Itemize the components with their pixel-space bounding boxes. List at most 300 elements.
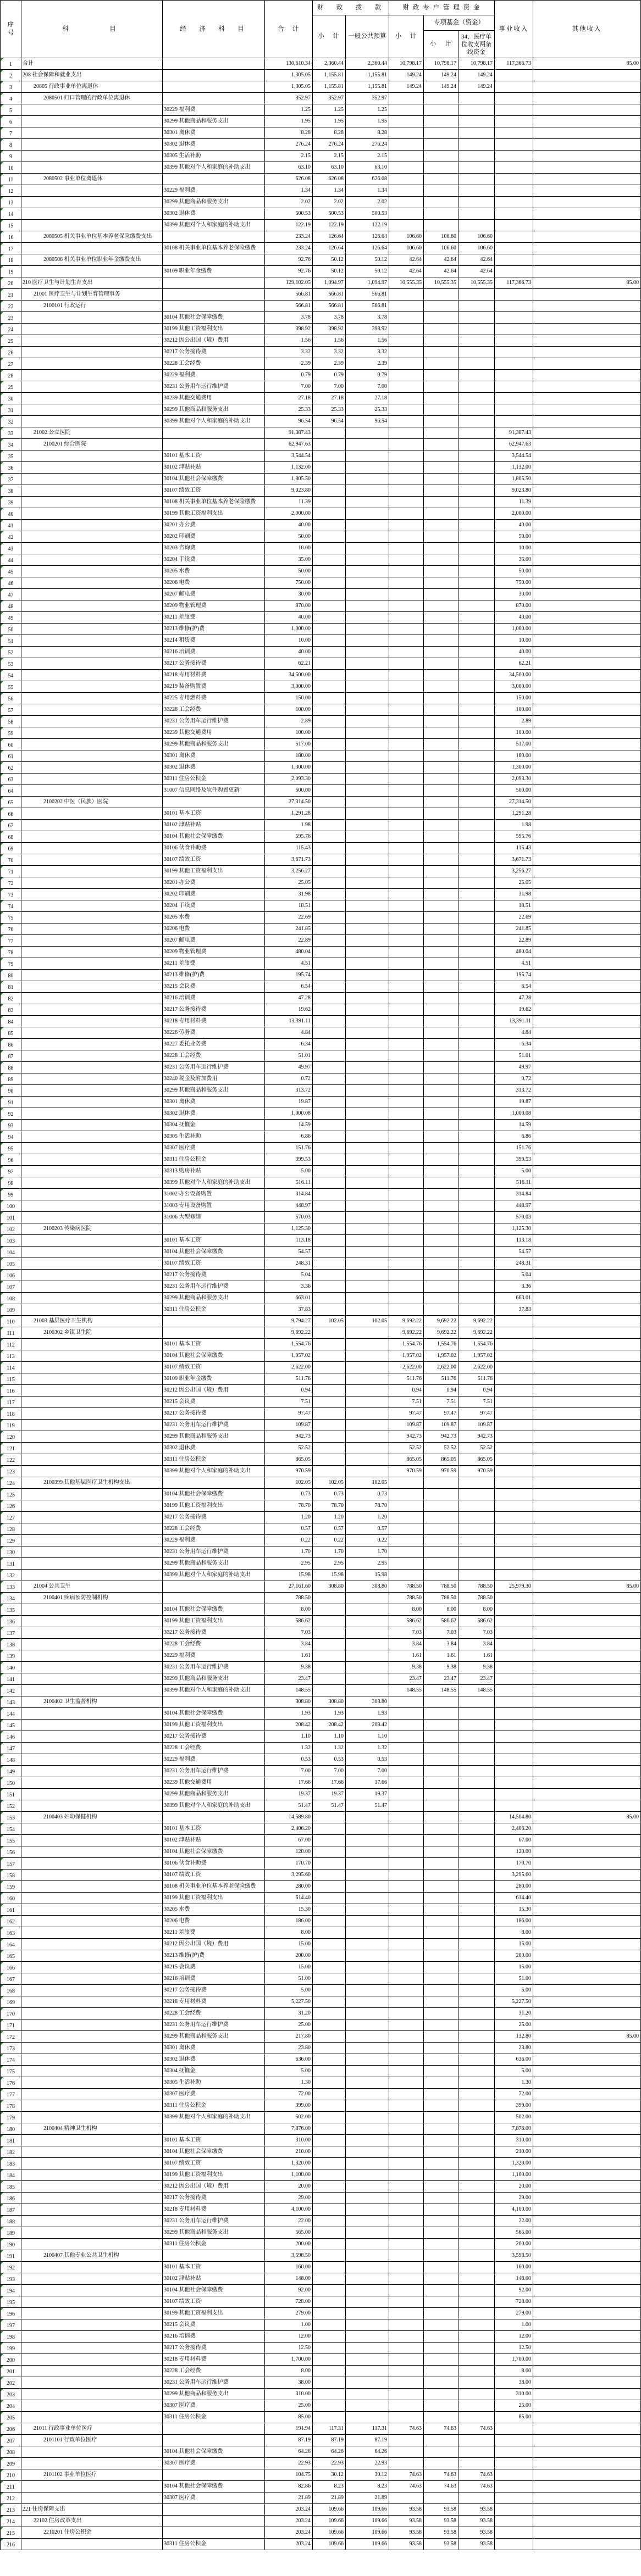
general-public-budget-cell[interactable] — [346, 543, 389, 554]
fiscal-subtotal-cell[interactable] — [313, 958, 346, 970]
fiscal-subtotal-cell[interactable] — [313, 2377, 346, 2389]
total-cell[interactable]: 1,305.05 — [265, 70, 313, 81]
general-public-budget-cell[interactable]: 3.78 — [346, 312, 389, 324]
economic-subject-cell[interactable]: 30399 其他对个人和家庭的补助支出 — [163, 220, 265, 231]
other-income-cell[interactable] — [533, 208, 641, 220]
fiscal-account-subtotal-cell[interactable]: 1.61 — [389, 1650, 424, 1662]
medical-two-line-fund-cell[interactable] — [458, 2366, 495, 2377]
general-public-budget-cell[interactable] — [346, 1685, 389, 1696]
general-public-budget-cell[interactable] — [346, 866, 389, 877]
row-number-cell[interactable] — [1, 1650, 21, 1662]
economic-subject-cell[interactable]: 30206 电费 — [163, 923, 265, 935]
medical-two-line-fund-cell[interactable] — [458, 1281, 495, 1293]
row-number-cell[interactable] — [1, 2377, 21, 2389]
general-public-budget-cell[interactable] — [346, 2377, 389, 2389]
row-number-cell[interactable] — [1, 993, 21, 1004]
row-number-cell[interactable] — [1, 1443, 21, 1454]
other-income-cell[interactable] — [533, 2516, 641, 2527]
fiscal-account-subtotal-cell[interactable] — [389, 958, 424, 970]
medical-two-line-fund-cell[interactable]: 9,692.22 — [458, 1316, 495, 1327]
row-number-cell[interactable] — [1, 370, 21, 381]
fiscal-subtotal-cell[interactable] — [313, 981, 346, 993]
special-fund-subtotal-cell[interactable] — [424, 2250, 458, 2262]
general-public-budget-cell[interactable] — [346, 947, 389, 958]
special-fund-subtotal-cell[interactable] — [424, 2366, 458, 2377]
general-public-budget-cell[interactable]: 15.98 — [346, 1570, 389, 1581]
row-number-cell[interactable] — [1, 900, 21, 912]
business-income-cell[interactable] — [495, 116, 533, 127]
medical-two-line-fund-cell[interactable] — [458, 1939, 495, 1950]
general-public-budget-cell[interactable] — [346, 2354, 389, 2366]
total-cell[interactable]: 12.50 — [265, 2343, 313, 2354]
row-number-cell[interactable] — [1, 1039, 21, 1050]
general-public-budget-cell[interactable] — [346, 635, 389, 647]
fiscal-account-subtotal-cell[interactable] — [389, 174, 424, 185]
fiscal-account-subtotal-cell[interactable]: 10,798.17 — [389, 58, 424, 70]
special-fund-subtotal-cell[interactable] — [424, 1293, 458, 1304]
row-number-cell[interactable] — [1, 727, 21, 739]
other-income-cell[interactable] — [533, 2319, 641, 2331]
header-fiscal-subtotal[interactable]: 小 计 — [313, 15, 346, 58]
general-public-budget-cell[interactable] — [346, 1927, 389, 1939]
total-cell[interactable]: 15.00 — [265, 1939, 313, 1950]
other-income-cell[interactable] — [533, 1477, 641, 1489]
economic-subject-cell[interactable]: 30104 其他社会保障缴费 — [163, 1247, 265, 1258]
medical-two-line-fund-cell[interactable] — [458, 2412, 495, 2423]
business-income-cell[interactable]: 50.00 — [495, 566, 533, 577]
business-income-cell[interactable]: 516.11 — [495, 1177, 533, 1189]
medical-two-line-fund-cell[interactable] — [458, 1039, 495, 1050]
subject-cell[interactable] — [21, 2169, 163, 2181]
other-income-cell[interactable]: 85.00 — [533, 1581, 641, 1593]
subject-cell[interactable] — [21, 935, 163, 947]
general-public-budget-cell[interactable] — [346, 1985, 389, 1996]
fiscal-subtotal-cell[interactable] — [313, 808, 346, 820]
total-cell[interactable]: 22.00 — [265, 2216, 313, 2227]
other-income-cell[interactable] — [533, 1916, 641, 1927]
fiscal-subtotal-cell[interactable] — [313, 797, 346, 808]
other-income-cell[interactable] — [533, 1950, 641, 1962]
general-public-budget-cell[interactable] — [346, 785, 389, 797]
general-public-budget-cell[interactable]: 0.57 — [346, 1523, 389, 1535]
economic-subject-cell[interactable]: 30217 公务接待费 — [163, 2343, 265, 2354]
economic-subject-cell[interactable]: 30304 抚恤金 — [163, 1120, 265, 1131]
subject-cell[interactable] — [21, 335, 163, 347]
other-income-cell[interactable] — [533, 1835, 641, 1846]
fiscal-account-subtotal-cell[interactable]: 23.47 — [389, 1673, 424, 1685]
economic-subject-cell[interactable]: 30212 因公出国（境）费用 — [163, 1939, 265, 1950]
total-cell[interactable]: 750.00 — [265, 577, 313, 589]
subject-cell[interactable] — [21, 785, 163, 797]
subject-cell[interactable] — [21, 750, 163, 762]
general-public-budget-cell[interactable]: 109.66 — [346, 2504, 389, 2516]
fiscal-subtotal-cell[interactable]: 63.10 — [313, 162, 346, 174]
fiscal-account-subtotal-cell[interactable] — [389, 1143, 424, 1154]
total-cell[interactable]: 8.00 — [265, 2366, 313, 2377]
business-income-cell[interactable]: 31.98 — [495, 889, 533, 900]
other-income-cell[interactable] — [533, 704, 641, 716]
business-income-cell[interactable]: 1,700.00 — [495, 2354, 533, 2366]
economic-subject-cell[interactable]: 30199 其他工资福利支出 — [163, 866, 265, 877]
fiscal-subtotal-cell[interactable] — [313, 1154, 346, 1166]
other-income-cell[interactable] — [533, 831, 641, 843]
row-number-cell[interactable] — [1, 889, 21, 900]
business-income-cell[interactable]: 480.04 — [495, 947, 533, 958]
total-cell[interactable]: 92.76 — [265, 254, 313, 266]
medical-two-line-fund-cell[interactable] — [458, 2319, 495, 2331]
special-fund-subtotal-cell[interactable] — [424, 2169, 458, 2181]
total-cell[interactable]: 11.39 — [265, 497, 313, 508]
subject-cell[interactable]: 208 社会保障和就业支出 — [21, 70, 163, 81]
other-income-cell[interactable] — [533, 2308, 641, 2319]
general-public-budget-cell[interactable] — [346, 1996, 389, 2008]
total-cell[interactable]: 100.00 — [265, 727, 313, 739]
general-public-budget-cell[interactable] — [346, 1881, 389, 1893]
medical-two-line-fund-cell[interactable] — [458, 2354, 495, 2366]
other-income-cell[interactable] — [533, 1293, 641, 1304]
economic-subject-cell[interactable]: 30299 其他商品和服务支出 — [163, 1789, 265, 1800]
general-public-budget-cell[interactable]: 1.10 — [346, 1731, 389, 1743]
economic-subject-cell[interactable]: 30302 退休费 — [163, 762, 265, 774]
row-number-cell[interactable] — [1, 58, 21, 70]
business-income-cell[interactable] — [495, 1316, 533, 1327]
fiscal-subtotal-cell[interactable] — [313, 1662, 346, 1673]
general-public-budget-cell[interactable] — [346, 704, 389, 716]
medical-two-line-fund-cell[interactable] — [458, 485, 495, 497]
medical-two-line-fund-cell[interactable] — [458, 324, 495, 335]
special-fund-subtotal-cell[interactable]: 97.47 — [424, 1408, 458, 1420]
general-public-budget-cell[interactable]: 117.31 — [346, 2423, 389, 2435]
other-income-cell[interactable] — [533, 301, 641, 312]
fiscal-account-subtotal-cell[interactable] — [389, 1304, 424, 1316]
economic-subject-cell[interactable]: 30205 水费 — [163, 912, 265, 923]
medical-two-line-fund-cell[interactable] — [458, 993, 495, 1004]
fiscal-subtotal-cell[interactable] — [313, 1004, 346, 1016]
economic-subject-cell[interactable]: 30299 其他商品和服务支出 — [163, 1431, 265, 1443]
other-income-cell[interactable] — [533, 808, 641, 820]
medical-two-line-fund-cell[interactable] — [458, 2066, 495, 2077]
subject-cell[interactable] — [21, 1200, 163, 1212]
business-income-cell[interactable] — [495, 1443, 533, 1454]
general-public-budget-cell[interactable] — [346, 2343, 389, 2354]
special-fund-subtotal-cell[interactable]: 1.61 — [424, 1650, 458, 1662]
total-cell[interactable]: 5.00 — [265, 1985, 313, 1996]
special-fund-subtotal-cell[interactable] — [424, 808, 458, 820]
economic-subject-cell[interactable]: 30399 其他对个人和家庭的补助支出 — [163, 2112, 265, 2123]
medical-two-line-fund-cell[interactable] — [458, 2135, 495, 2146]
subject-cell[interactable] — [21, 2262, 163, 2273]
subject-cell[interactable] — [21, 866, 163, 877]
general-public-budget-cell[interactable]: 1.34 — [346, 185, 389, 197]
business-income-cell[interactable]: 195.74 — [495, 970, 533, 981]
medical-two-line-fund-cell[interactable] — [458, 2089, 495, 2100]
total-cell[interactable]: 4.51 — [265, 958, 313, 970]
special-fund-subtotal-cell[interactable] — [424, 93, 458, 104]
special-fund-subtotal-cell[interactable]: 1,554.76 — [424, 1339, 458, 1350]
business-income-cell[interactable]: 5.00 — [495, 1985, 533, 1996]
row-number-cell[interactable] — [1, 1731, 21, 1743]
special-fund-subtotal-cell[interactable] — [424, 1996, 458, 2008]
general-public-budget-cell[interactable] — [346, 1939, 389, 1950]
subject-cell[interactable]: 2100403 妇幼保健机构 — [21, 1812, 163, 1823]
row-number-cell[interactable] — [1, 1616, 21, 1627]
total-cell[interactable]: 21.89 — [265, 2492, 313, 2504]
fiscal-subtotal-cell[interactable] — [313, 2100, 346, 2112]
special-fund-subtotal-cell[interactable]: 74.63 — [424, 2481, 458, 2492]
business-income-cell[interactable]: 4.84 — [495, 1027, 533, 1039]
subject-cell[interactable] — [21, 1500, 163, 1512]
header-total[interactable]: 合 计 — [265, 1, 313, 58]
business-income-cell[interactable]: 5,227.50 — [495, 1996, 533, 2008]
fiscal-subtotal-cell[interactable] — [313, 2066, 346, 2077]
fiscal-account-subtotal-cell[interactable] — [389, 358, 424, 370]
special-fund-subtotal-cell[interactable]: 109.87 — [424, 1420, 458, 1431]
special-fund-subtotal-cell[interactable] — [424, 139, 458, 151]
total-cell[interactable]: 102.05 — [265, 1477, 313, 1489]
total-cell[interactable]: 1.10 — [265, 1731, 313, 1743]
fiscal-account-subtotal-cell[interactable] — [389, 900, 424, 912]
medical-two-line-fund-cell[interactable] — [458, 520, 495, 531]
total-cell[interactable]: 50.00 — [265, 566, 313, 577]
economic-subject-cell[interactable]: 30211 差旅费 — [163, 1927, 265, 1939]
economic-subject-cell[interactable]: 30217 公务接待费 — [163, 658, 265, 670]
medical-two-line-fund-cell[interactable] — [458, 2204, 495, 2216]
general-public-budget-cell[interactable]: 352.97 — [346, 93, 389, 104]
medical-two-line-fund-cell[interactable] — [458, 1004, 495, 1016]
economic-subject-cell[interactable] — [163, 174, 265, 185]
general-public-budget-cell[interactable] — [346, 889, 389, 900]
other-income-cell[interactable] — [533, 670, 641, 681]
fiscal-account-subtotal-cell[interactable] — [389, 197, 424, 208]
other-income-cell[interactable] — [533, 2181, 641, 2193]
business-income-cell[interactable]: 870.00 — [495, 600, 533, 612]
fiscal-subtotal-cell[interactable]: 0.22 — [313, 1535, 346, 1546]
fiscal-subtotal-cell[interactable] — [313, 1097, 346, 1108]
fiscal-account-subtotal-cell[interactable] — [389, 1916, 424, 1927]
row-number-cell[interactable] — [1, 197, 21, 208]
total-cell[interactable]: 310.00 — [265, 2135, 313, 2146]
special-fund-subtotal-cell[interactable] — [424, 1870, 458, 1881]
subject-cell[interactable] — [21, 1973, 163, 1985]
special-fund-subtotal-cell[interactable] — [424, 1062, 458, 1073]
general-public-budget-cell[interactable] — [346, 2366, 389, 2377]
general-public-budget-cell[interactable] — [346, 1177, 389, 1189]
fiscal-account-subtotal-cell[interactable] — [389, 2354, 424, 2366]
fiscal-account-subtotal-cell[interactable]: 2,622.00 — [389, 1362, 424, 1373]
fiscal-account-subtotal-cell[interactable] — [389, 1062, 424, 1073]
economic-subject-cell[interactable]: 30299 其他商品和服务支出 — [163, 1293, 265, 1304]
business-income-cell[interactable]: 180.00 — [495, 750, 533, 762]
row-number-cell[interactable] — [1, 497, 21, 508]
total-cell[interactable]: 130,610.34 — [265, 58, 313, 70]
special-fund-subtotal-cell[interactable] — [424, 912, 458, 923]
subject-cell[interactable] — [21, 1189, 163, 1200]
fiscal-account-subtotal-cell[interactable] — [389, 2377, 424, 2389]
economic-subject-cell[interactable]: 30213 维修(护)费 — [163, 1950, 265, 1962]
fiscal-account-subtotal-cell[interactable] — [389, 1570, 424, 1581]
special-fund-subtotal-cell[interactable] — [424, 1696, 458, 1708]
other-income-cell[interactable]: 85.00 — [533, 277, 641, 289]
row-number-cell[interactable] — [1, 1235, 21, 1247]
total-cell[interactable]: 25.00 — [265, 2019, 313, 2031]
medical-two-line-fund-cell[interactable] — [458, 797, 495, 808]
economic-subject-cell[interactable]: 30102 津贴补贴 — [163, 1835, 265, 1846]
general-public-budget-cell[interactable] — [346, 1431, 389, 1443]
total-cell[interactable]: 200.00 — [265, 1950, 313, 1962]
fiscal-subtotal-cell[interactable] — [313, 1281, 346, 1293]
other-income-cell[interactable] — [533, 2123, 641, 2135]
general-public-budget-cell[interactable] — [346, 1858, 389, 1870]
business-income-cell[interactable] — [495, 1431, 533, 1443]
economic-subject-cell[interactable]: 30311 住房公积金 — [163, 2412, 265, 2423]
special-fund-subtotal-cell[interactable]: 42.64 — [424, 266, 458, 277]
total-cell[interactable]: 38.00 — [265, 2377, 313, 2389]
row-number-cell[interactable] — [1, 2066, 21, 2077]
special-fund-subtotal-cell[interactable] — [424, 762, 458, 774]
subject-cell[interactable] — [21, 1650, 163, 1662]
other-income-cell[interactable] — [533, 1431, 641, 1443]
medical-two-line-fund-cell[interactable] — [458, 531, 495, 543]
fiscal-subtotal-cell[interactable]: 27.18 — [313, 393, 346, 404]
business-income-cell[interactable]: 62,947.63 — [495, 439, 533, 450]
subject-cell[interactable]: 合计 — [21, 58, 163, 70]
medical-two-line-fund-cell[interactable] — [458, 589, 495, 600]
medical-two-line-fund-cell[interactable] — [458, 658, 495, 670]
total-cell[interactable]: 1,000.08 — [265, 1108, 313, 1120]
row-number-cell[interactable] — [1, 381, 21, 393]
medical-two-line-fund-cell[interactable] — [458, 162, 495, 174]
other-income-cell[interactable] — [533, 624, 641, 635]
total-cell[interactable]: 54.57 — [265, 1247, 313, 1258]
fiscal-subtotal-cell[interactable] — [313, 1420, 346, 1431]
fiscal-account-subtotal-cell[interactable] — [389, 1512, 424, 1523]
total-cell[interactable]: 3.78 — [265, 312, 313, 324]
general-public-budget-cell[interactable] — [346, 2389, 389, 2400]
economic-subject-cell[interactable]: 30304 抚恤金 — [163, 2066, 265, 2077]
total-cell[interactable]: 203.24 — [265, 2539, 313, 2550]
medical-two-line-fund-cell[interactable] — [458, 1512, 495, 1523]
fiscal-subtotal-cell[interactable]: 1,094.97 — [313, 277, 346, 289]
subject-cell[interactable] — [21, 808, 163, 820]
medical-two-line-fund-cell[interactable] — [458, 1016, 495, 1027]
special-fund-subtotal-cell[interactable] — [424, 1523, 458, 1535]
row-number-cell[interactable] — [1, 1581, 21, 1593]
fiscal-subtotal-cell[interactable] — [313, 1223, 346, 1235]
medical-two-line-fund-cell[interactable] — [458, 1870, 495, 1881]
row-number-cell[interactable] — [1, 762, 21, 774]
fiscal-account-subtotal-cell[interactable] — [389, 1904, 424, 1916]
general-public-budget-cell[interactable]: 102.05 — [346, 1316, 389, 1327]
fiscal-account-subtotal-cell[interactable] — [389, 923, 424, 935]
total-cell[interactable]: 151.76 — [265, 1143, 313, 1154]
row-number-cell[interactable] — [1, 1835, 21, 1846]
general-public-budget-cell[interactable]: 109.66 — [346, 2539, 389, 2550]
subject-cell[interactable] — [21, 1431, 163, 1443]
medical-two-line-fund-cell[interactable] — [458, 947, 495, 958]
special-fund-subtotal-cell[interactable] — [424, 185, 458, 197]
row-number-cell[interactable] — [1, 1385, 21, 1397]
medical-two-line-fund-cell[interactable] — [458, 900, 495, 912]
subject-cell[interactable] — [21, 2239, 163, 2250]
medical-two-line-fund-cell[interactable] — [458, 970, 495, 981]
medical-two-line-fund-cell[interactable] — [458, 358, 495, 370]
medical-two-line-fund-cell[interactable] — [458, 450, 495, 462]
total-cell[interactable]: 91,387.43 — [265, 427, 313, 439]
fiscal-subtotal-cell[interactable]: 2,360.44 — [313, 58, 346, 70]
business-income-cell[interactable]: 30.00 — [495, 589, 533, 600]
medical-two-line-fund-cell[interactable]: 0.94 — [458, 1385, 495, 1397]
medical-two-line-fund-cell[interactable]: 106.60 — [458, 231, 495, 243]
special-fund-subtotal-cell[interactable] — [424, 301, 458, 312]
other-income-cell[interactable] — [533, 1720, 641, 1731]
row-number-cell[interactable] — [1, 2031, 21, 2043]
special-fund-subtotal-cell[interactable] — [424, 416, 458, 427]
economic-subject-cell[interactable]: 30107 绩效工资 — [163, 1258, 265, 1270]
fiscal-account-subtotal-cell[interactable] — [389, 393, 424, 404]
general-public-budget-cell[interactable] — [346, 2308, 389, 2319]
general-public-budget-cell[interactable]: 30.12 — [346, 2469, 389, 2481]
row-number-cell[interactable] — [1, 81, 21, 93]
special-fund-subtotal-cell[interactable] — [424, 1950, 458, 1962]
special-fund-subtotal-cell[interactable] — [424, 1247, 458, 1258]
general-public-budget-cell[interactable] — [346, 820, 389, 831]
fiscal-subtotal-cell[interactable] — [313, 1443, 346, 1454]
fiscal-account-subtotal-cell[interactable] — [389, 808, 424, 820]
row-number-cell[interactable] — [1, 2158, 21, 2169]
general-public-budget-cell[interactable] — [346, 1108, 389, 1120]
economic-subject-cell[interactable] — [163, 70, 265, 81]
special-fund-subtotal-cell[interactable] — [424, 2319, 458, 2331]
fiscal-subtotal-cell[interactable] — [313, 1120, 346, 1131]
other-income-cell[interactable] — [533, 566, 641, 577]
other-income-cell[interactable] — [533, 151, 641, 162]
other-income-cell[interactable] — [533, 1743, 641, 1754]
subject-cell[interactable]: 2100401 疾病预防控制机构 — [21, 1593, 163, 1604]
business-income-cell[interactable]: 29.00 — [495, 2193, 533, 2204]
fiscal-account-subtotal-cell[interactable] — [389, 1708, 424, 1720]
economic-subject-cell[interactable]: 30204 手续费 — [163, 554, 265, 566]
business-income-cell[interactable]: 10.00 — [495, 635, 533, 647]
medical-two-line-fund-cell[interactable] — [458, 808, 495, 820]
subject-cell[interactable]: 2100404 精神卫生机构 — [21, 2123, 163, 2135]
business-income-cell[interactable] — [495, 312, 533, 324]
subject-cell[interactable] — [21, 612, 163, 624]
total-cell[interactable]: 78.70 — [265, 1500, 313, 1512]
row-number-cell[interactable] — [1, 1893, 21, 1904]
other-income-cell[interactable] — [533, 647, 641, 658]
special-fund-subtotal-cell[interactable] — [424, 1016, 458, 1027]
business-income-cell[interactable]: 280.00 — [495, 1881, 533, 1893]
row-number-cell[interactable] — [1, 1962, 21, 1973]
total-cell[interactable]: 10.00 — [265, 635, 313, 647]
special-fund-subtotal-cell[interactable] — [424, 116, 458, 127]
header-general-public-budget[interactable]: 一般公共预算 — [346, 15, 389, 58]
special-fund-subtotal-cell[interactable] — [424, 370, 458, 381]
other-income-cell[interactable] — [533, 762, 641, 774]
row-number-cell[interactable] — [1, 1454, 21, 1466]
special-fund-subtotal-cell[interactable]: 74.63 — [424, 2423, 458, 2435]
fiscal-subtotal-cell[interactable] — [313, 2054, 346, 2066]
row-number-cell[interactable] — [1, 243, 21, 254]
fiscal-account-subtotal-cell[interactable]: 74.63 — [389, 2469, 424, 2481]
subject-cell[interactable] — [21, 266, 163, 277]
total-cell[interactable]: 1.25 — [265, 104, 313, 116]
fiscal-account-subtotal-cell[interactable] — [389, 2123, 424, 2135]
other-income-cell[interactable] — [533, 877, 641, 889]
special-fund-subtotal-cell[interactable] — [424, 2343, 458, 2354]
medical-two-line-fund-cell[interactable]: 42.64 — [458, 254, 495, 266]
subject-cell[interactable]: 21011 行政事业单位医疗 — [21, 2423, 163, 2435]
